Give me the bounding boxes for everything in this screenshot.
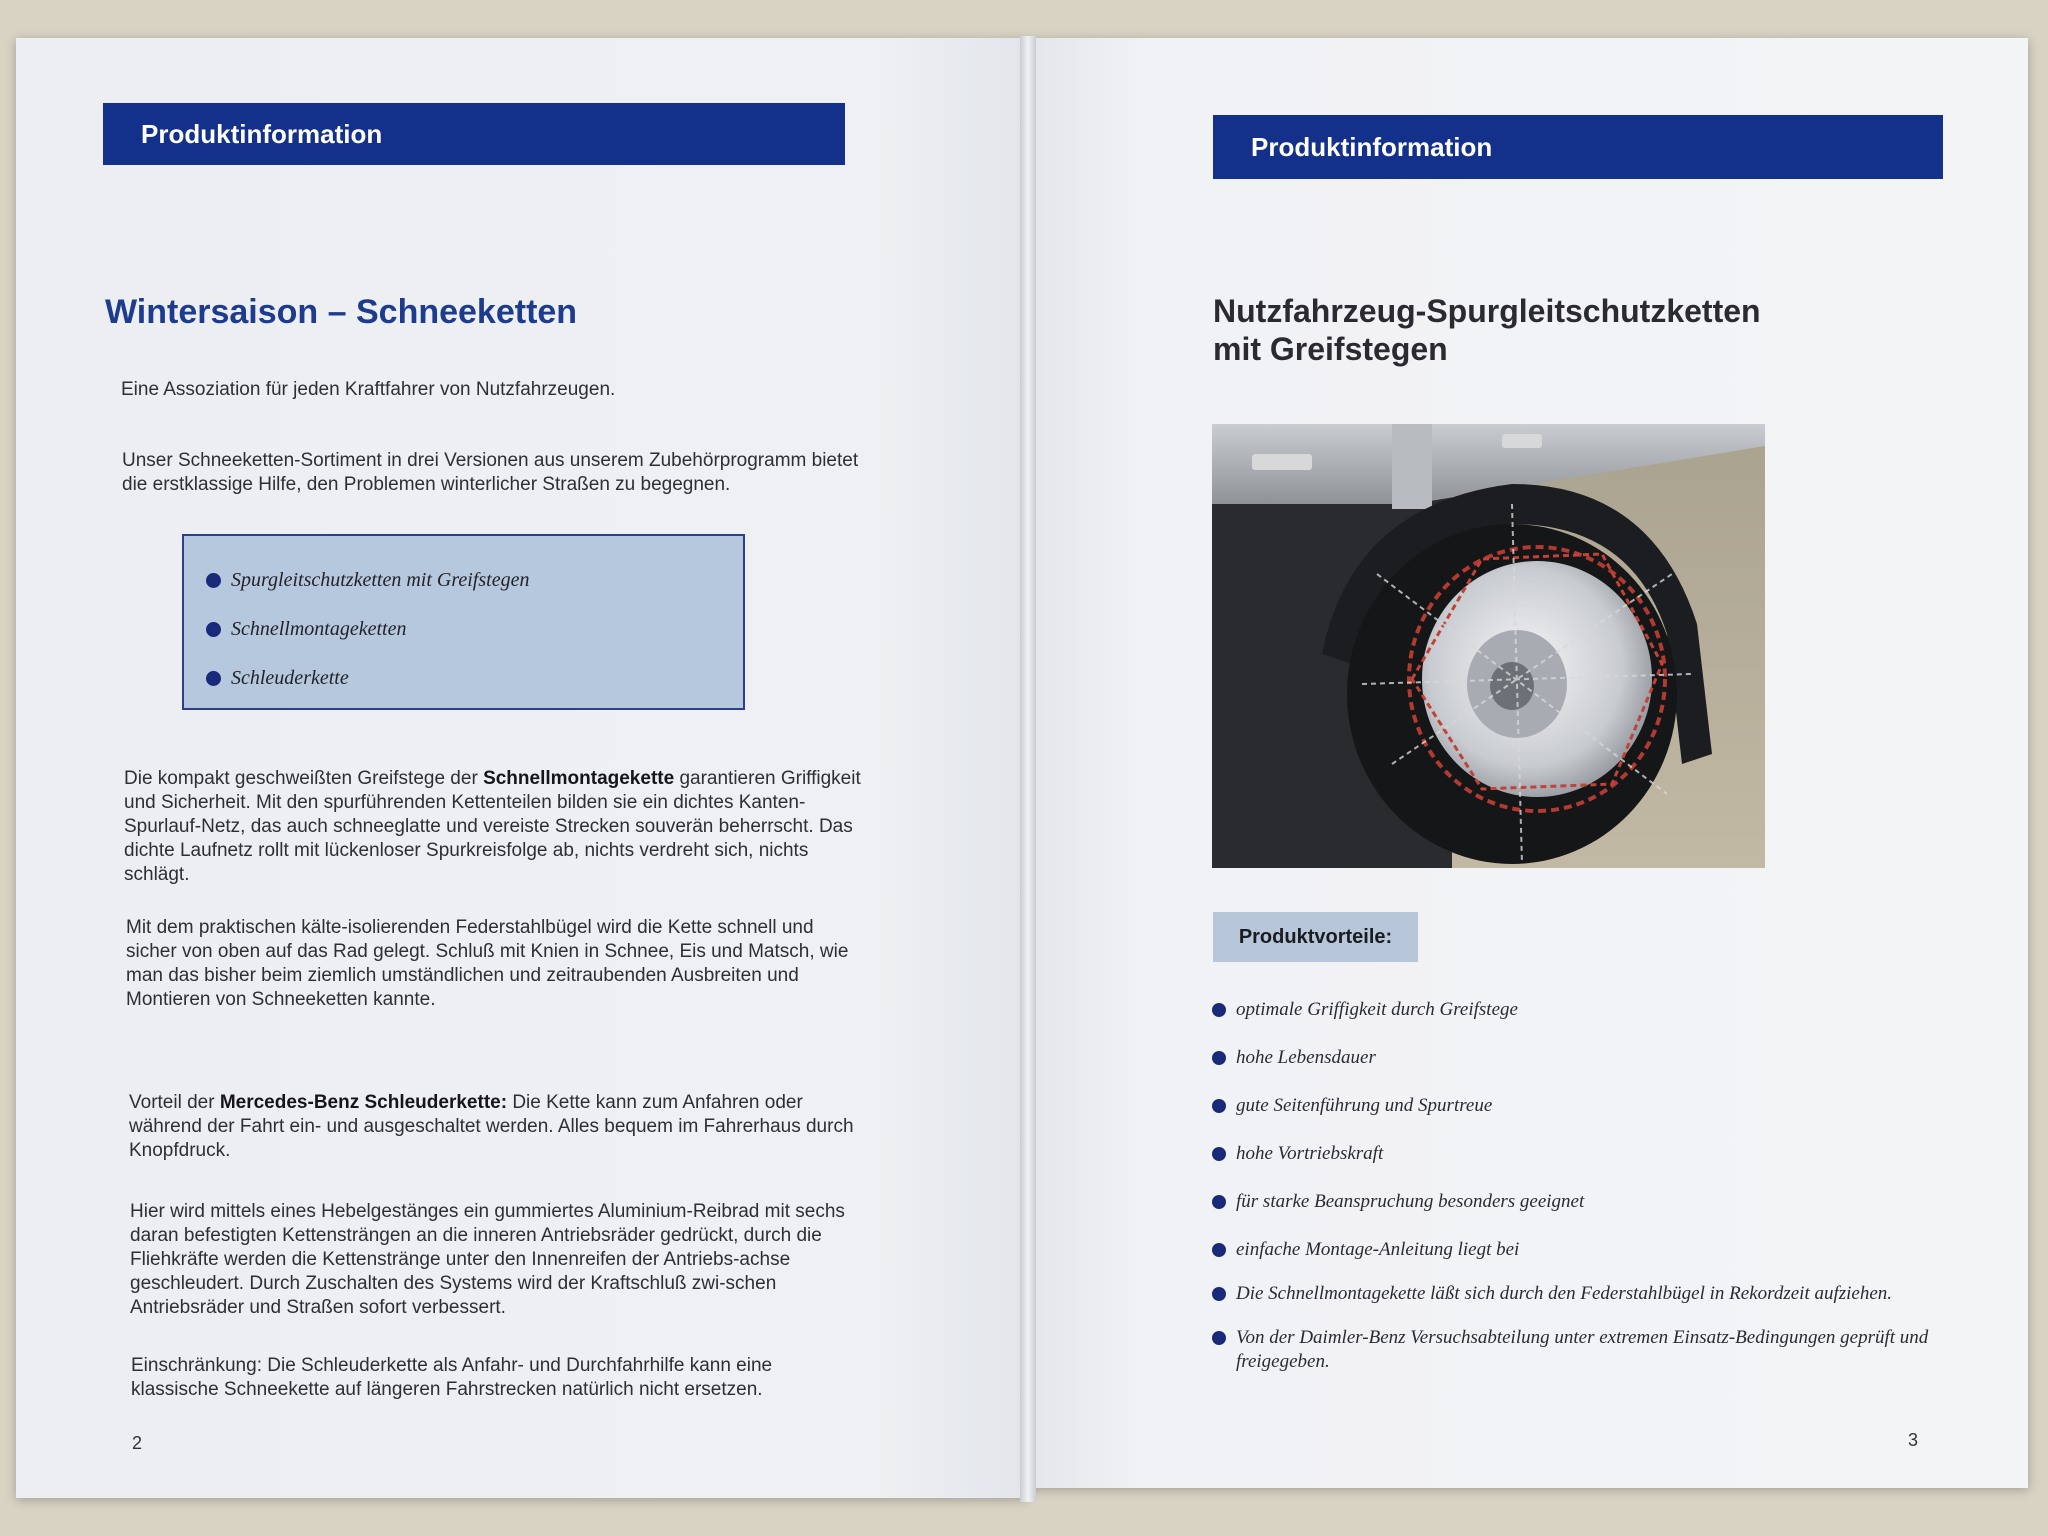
truck-wheel-illustration bbox=[1212, 424, 1765, 868]
left-header-bar bbox=[103, 103, 845, 165]
list-item bbox=[1212, 1238, 1952, 1262]
bullet-dot-icon bbox=[1212, 1147, 1226, 1161]
page-number-left: 2 bbox=[132, 1433, 143, 1453]
right-page-title bbox=[1213, 292, 1913, 368]
bullet-dot-icon bbox=[206, 573, 221, 588]
list-item-label: gute Seitenführung und Spurtreue bbox=[1236, 1095, 1493, 1116]
list-item bbox=[1212, 1190, 1952, 1214]
list-item bbox=[1212, 1282, 1952, 1306]
chain-types-box bbox=[182, 534, 745, 710]
list-item-label: für starke Beanspruchung besonders geeignet bbox=[1236, 1191, 1585, 1212]
paragraph-lever-system: Hier wird mittels eines Hebelgestänges ein gummiertes Aluminium-Reibrad mit sechs daran befestigten Kettensträngen an die inneren Antriebsräder gedrückt, durch die Fliehkräfte werden die Kettenstränge unter den Innenreifen der Antriebs-achse geschleudert. Durch Zuschalten des Systems wird der Kraftschluß zwi-schen Antriebsräder und Straßen sofort verbessert. bbox=[130, 1201, 845, 1318]
bullet-dot-icon bbox=[206, 622, 221, 637]
paragraph-bold-text: Mercedes-Benz Schleuderkette: bbox=[219, 1092, 508, 1113]
truck-wheel-snow-chain-photo bbox=[1212, 424, 1765, 868]
bullet-dot-icon bbox=[1212, 1003, 1226, 1017]
title-line: mit Greifstegen bbox=[1213, 331, 1448, 367]
bullet-dot-icon bbox=[206, 671, 221, 686]
paragraph-spin-chain bbox=[129, 1091, 869, 1163]
list-item bbox=[1212, 1046, 1952, 1070]
right-header-title: Produktinformation bbox=[1251, 131, 1493, 162]
list-item-label: Schleuderkette bbox=[231, 667, 349, 689]
bullet-dot-icon bbox=[1212, 1099, 1226, 1113]
bullet-dot-icon bbox=[1212, 1051, 1226, 1065]
paragraph-quick-mount bbox=[124, 767, 864, 887]
list-item bbox=[1212, 1326, 1952, 1374]
advantages-list bbox=[1212, 998, 1952, 1398]
paragraph-text: Die kompakt geschweißten Greifstege der bbox=[124, 768, 484, 789]
list-item bbox=[206, 654, 721, 703]
bullet-dot-icon bbox=[1212, 1243, 1226, 1257]
list-item-label: Von der Daimler-Benz Versuchsabteilung unter extremen Einsatz-Bedingungen geprüft und freigegeben. bbox=[1236, 1327, 1929, 1372]
bullet-dot-icon bbox=[1212, 1195, 1226, 1209]
paragraph-text: Vorteil der bbox=[129, 1092, 220, 1113]
list-item bbox=[1212, 1142, 1952, 1166]
list-item bbox=[206, 556, 721, 605]
list-item-label: Schnellmontageketten bbox=[231, 618, 407, 640]
paragraph-bold-text: Schnellmontagekette bbox=[483, 768, 675, 789]
list-item bbox=[1212, 998, 1952, 1022]
paragraph-restriction: Einschränkung: Die Schleuderkette als Anfahr- und Durchfahrhilfe kann eine klassische Schneekette auf längeren Fahrstrecken natürlich nicht ersetzen. bbox=[131, 1355, 773, 1400]
intro-text: Eine Assoziation für jeden Kraftfahrer von Nutzfahrzeugen. bbox=[121, 379, 616, 400]
paragraph-text: garantieren Griffigkeit und Sicherheit. Mit den spurführenden Kettenteilen bilden sie ein dichtes Kanten-Spurlauf-Netz, das auch schneeglatte und vereiste Strecken souverän beherrscht. Das dichte Laufnetz rollt mit lückenloser Spurkreisfolge ab, nichts verdreht sich, nichts schlägt. bbox=[124, 768, 861, 885]
brochure-spine bbox=[1020, 36, 1036, 1502]
bullet-dot-icon bbox=[1212, 1287, 1226, 1301]
list-item-label: Spurgleitschutzketten mit Greifstegen bbox=[231, 569, 530, 591]
list-item-label: einfache Montage-Anleitung liegt bei bbox=[1236, 1239, 1520, 1260]
right-header-bar bbox=[1213, 115, 1943, 179]
paragraph-spring-bracket: Mit dem praktischen kälte-isolierenden Federstahlbügel wird die Kette schnell und sicher von oben auf das Rad gelegt. Schluß mit Knien in Schnee, Eis und Matsch, wie man das bisher beim ziemlich umständlichen und zeitraubenden Ausbreiten und Montieren von Schneeketten kannte. bbox=[126, 917, 849, 1010]
paragraph-text: Die Kette kann zum Anfahren oder während der Fahrt ein- und ausgeschaltet werden. Alles bequem im Fahrerhaus durch Knopfdruck. bbox=[129, 1092, 854, 1161]
page-number-right: 3 bbox=[1908, 1430, 1919, 1450]
list-item-label: Die Schnellmontagekette läßt sich durch den Federstahlbügel in Rekordzeit aufziehen. bbox=[1236, 1283, 1893, 1304]
left-page-title: Wintersaison – Schneeketten bbox=[105, 293, 578, 331]
title-line: Nutzfahrzeug-Spurgleitschutzketten bbox=[1213, 293, 1761, 329]
list-item-label: optimale Griffigkeit durch Greifstege bbox=[1236, 999, 1518, 1020]
paragraph-assortment: Unser Schneeketten-Sortiment in drei Versionen aus unserem Zubehörprogramm bietet die erstklassige Hilfe, den Problemen winterlicher Straßen zu begegnen. bbox=[122, 450, 859, 495]
list-item bbox=[206, 605, 721, 654]
advantages-label: Produktvorteile: bbox=[1213, 912, 1418, 962]
list-item bbox=[1212, 1094, 1952, 1118]
list-item-label: hohe Vortriebskraft bbox=[1236, 1143, 1384, 1164]
list-item-label: hohe Lebensdauer bbox=[1236, 1047, 1376, 1068]
left-header-title: Produktinformation bbox=[141, 118, 383, 149]
bullet-dot-icon bbox=[1212, 1331, 1226, 1345]
